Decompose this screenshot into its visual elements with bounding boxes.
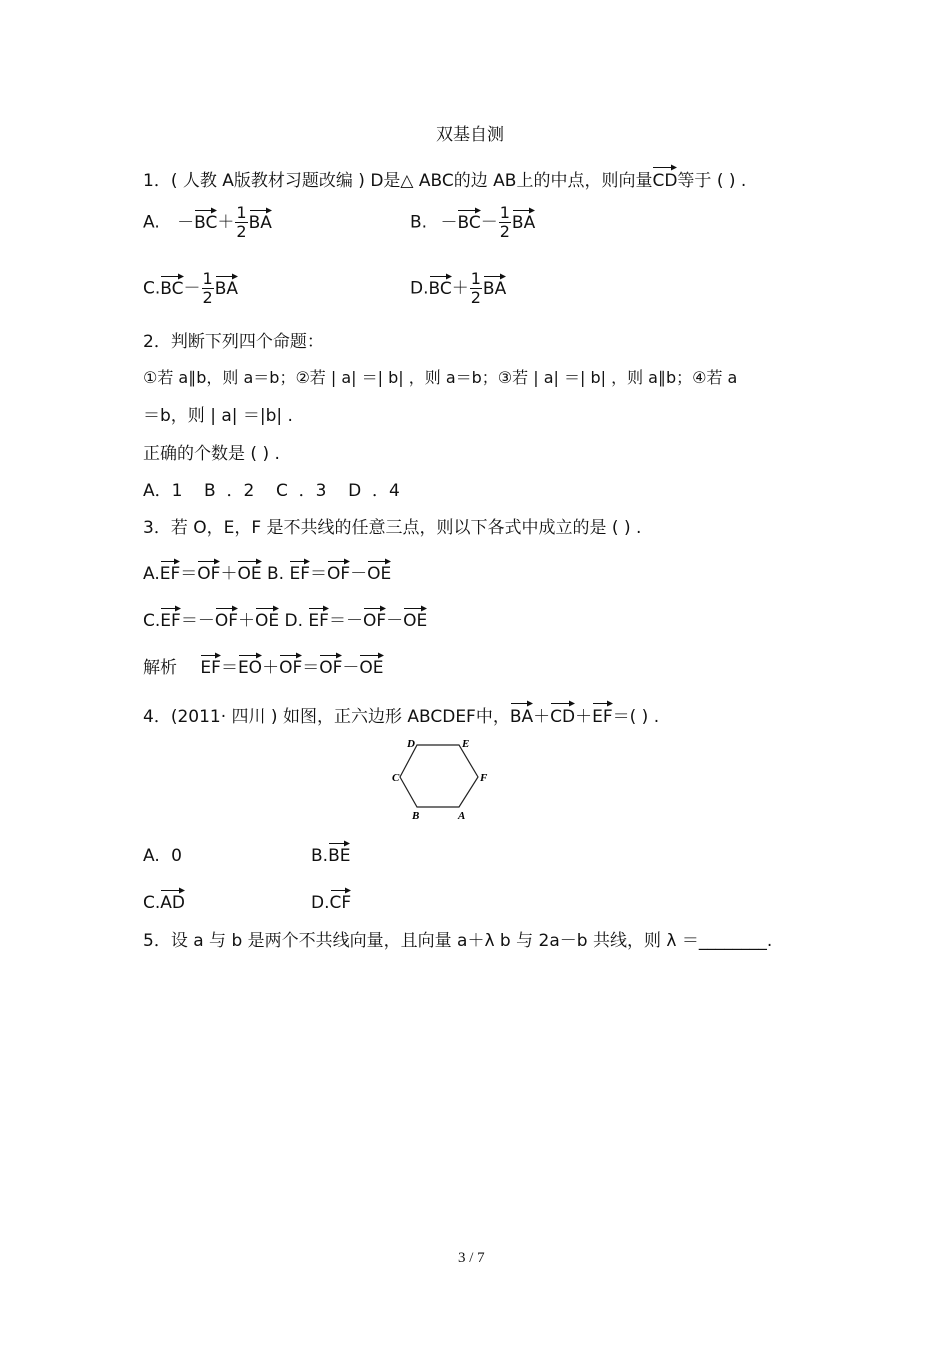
vector-bc: BC [429,273,452,299]
vertex-label-a: A [458,810,466,822]
vector-of: OF [279,652,302,678]
operator: ＋ [451,278,469,299]
fraction-denominator: 2 [202,288,213,307]
option-label: C. [143,278,161,299]
q1-option-a [143,204,272,241]
q4-stem [143,700,659,728]
operator: ＋ [262,658,280,678]
analysis-label: 解析 [143,658,177,678]
fraction-numerator: 1 [202,269,213,288]
vertex-label-b: B [412,810,420,822]
operator: ＋ [533,707,551,727]
q4-option-a [143,846,182,866]
vector-cf: CF [330,887,352,913]
vertex-label-d: D [407,738,415,750]
option-label: B. [311,846,329,866]
q2-options: A．1 B ．2 C ．3 D ．4 [143,481,400,501]
fraction-numerator: 1 [499,203,510,222]
q3-stem: 3．若 O，E，F 是不共线的任意三点，则以下各式中成立的是 ( ) . [143,518,642,538]
option-label: D. [410,278,429,299]
vector-oe: OE [403,605,427,631]
vector-ef: EF [308,605,329,631]
vertex-label-f: F [480,772,488,784]
q4-option-c [143,887,185,913]
vector-ef: EF [592,700,613,728]
fraction-one-half [202,270,214,307]
operator: － [342,658,360,678]
vector-bc: BC [194,207,217,233]
vector-ad: AD [160,887,185,913]
equals: ＝ [302,658,320,678]
vector-of: OF [327,558,350,584]
q2-question: 正确的个数是 ( ) . [143,444,280,464]
page-title: 双基自测 [436,125,504,145]
operator: ＋ [217,212,235,233]
equals: ＝ [180,611,198,631]
vector-oe: OE [359,652,383,678]
option-label: C. [143,893,161,913]
q3-options-ab [143,558,391,584]
vertex-label-c: C [392,772,400,784]
option-label: B. [410,212,428,233]
operator: － [480,212,498,233]
regular-hexagon [400,745,478,807]
q1-stem-text-a: 1．( 人教 A版教材习题改编 ) D是△ ABC的边 AB上的中点，则向量 [143,171,653,191]
q4-option-b [311,840,350,866]
vector-ef: EF [289,558,310,584]
option-label-c: C. [143,611,161,631]
sign: － [345,611,363,631]
q2-stem: 2．判断下列四个命题： [143,332,324,352]
vertex-label-e: E [462,738,470,750]
vector-ba: BA [512,207,535,233]
fraction-denominator: 2 [499,222,510,241]
vector-ba: BA [510,700,533,728]
q2-propositions-line2: ＝b，则 | a| ＝|b| . [143,406,293,426]
fraction-one-half [499,204,511,241]
option-label-a: A. [143,564,160,584]
option-label: A. [143,846,160,866]
q4-option-d [311,887,351,913]
operator: ＋ [575,707,593,727]
q4-stem-text-b: ＝( ) . [612,707,660,727]
vector-of: OF [363,605,386,631]
fraction-one-half [235,204,247,241]
option-label-b: B. [266,564,285,584]
sign: － [197,611,215,631]
fraction-numerator: 1 [470,269,481,288]
option-label-d: D. [284,611,304,631]
fraction-denominator: 2 [236,222,247,241]
vector-oe: OE [255,605,279,631]
operator: － [386,611,404,631]
vector-bc: BC [457,207,480,233]
q1-option-b [410,204,535,241]
vector-ba: BA [249,207,272,233]
vector-oe: OE [367,558,391,584]
hexagon-figure [390,733,495,823]
vector-cd: CD [652,164,677,192]
option-label: D. [311,893,330,913]
q4-stem-text-a: 4．(2011· 四川 ) 如图，正六边形 ABCDEF中， [143,707,510,727]
operator: ＋ [220,564,238,584]
option-label: A. [143,212,160,233]
sign: － [177,212,195,233]
q3-analysis [143,652,384,678]
fraction-numerator: 1 [236,203,247,222]
operator: － [350,564,368,584]
vector-ef: EF [200,652,221,678]
q1-option-c [143,270,238,307]
option-value: 0 [171,846,182,866]
vector-ba: BA [215,273,238,299]
operator: － [183,278,201,299]
q1-option-d [410,270,506,307]
equals: ＝ [220,658,238,678]
vector-be: BE [328,840,350,866]
vector-oe: OE [237,558,261,584]
q5-stem: 5．设 a 与 b 是两个不共线向量，且向量 a＋λ b 与 2a－b 共线，则 λ ＝________. [143,931,773,951]
vector-ef: EF [160,605,181,631]
equals: ＝ [309,564,327,584]
vector-of: OF [197,558,220,584]
vector-eo: EO [238,652,262,678]
vector-cd: CD [550,700,575,728]
vector-bc: BC [160,273,183,299]
equals: ＝ [180,564,198,584]
vector-of: OF [319,652,342,678]
q3-options-cd [143,605,427,631]
sign: － [440,212,458,233]
fraction-one-half [470,270,482,307]
vector-ba: BA [483,273,506,299]
vector-ef: EF [160,558,181,584]
equals: ＝ [328,611,346,631]
q1-stem-text-b: 等于 ( ) . [677,171,747,191]
page-number: 3 / 7 [458,1250,485,1266]
vector-of: OF [215,605,238,631]
operator: ＋ [237,611,255,631]
q2-propositions-line1: ①若 a∥b，则 a＝b；②若 | a| ＝| b| ，则 a＝b；③若 | a| ＝| b| ，则 a∥b；④若 a [143,368,738,387]
fraction-denominator: 2 [470,288,481,307]
q1-stem [143,164,746,192]
